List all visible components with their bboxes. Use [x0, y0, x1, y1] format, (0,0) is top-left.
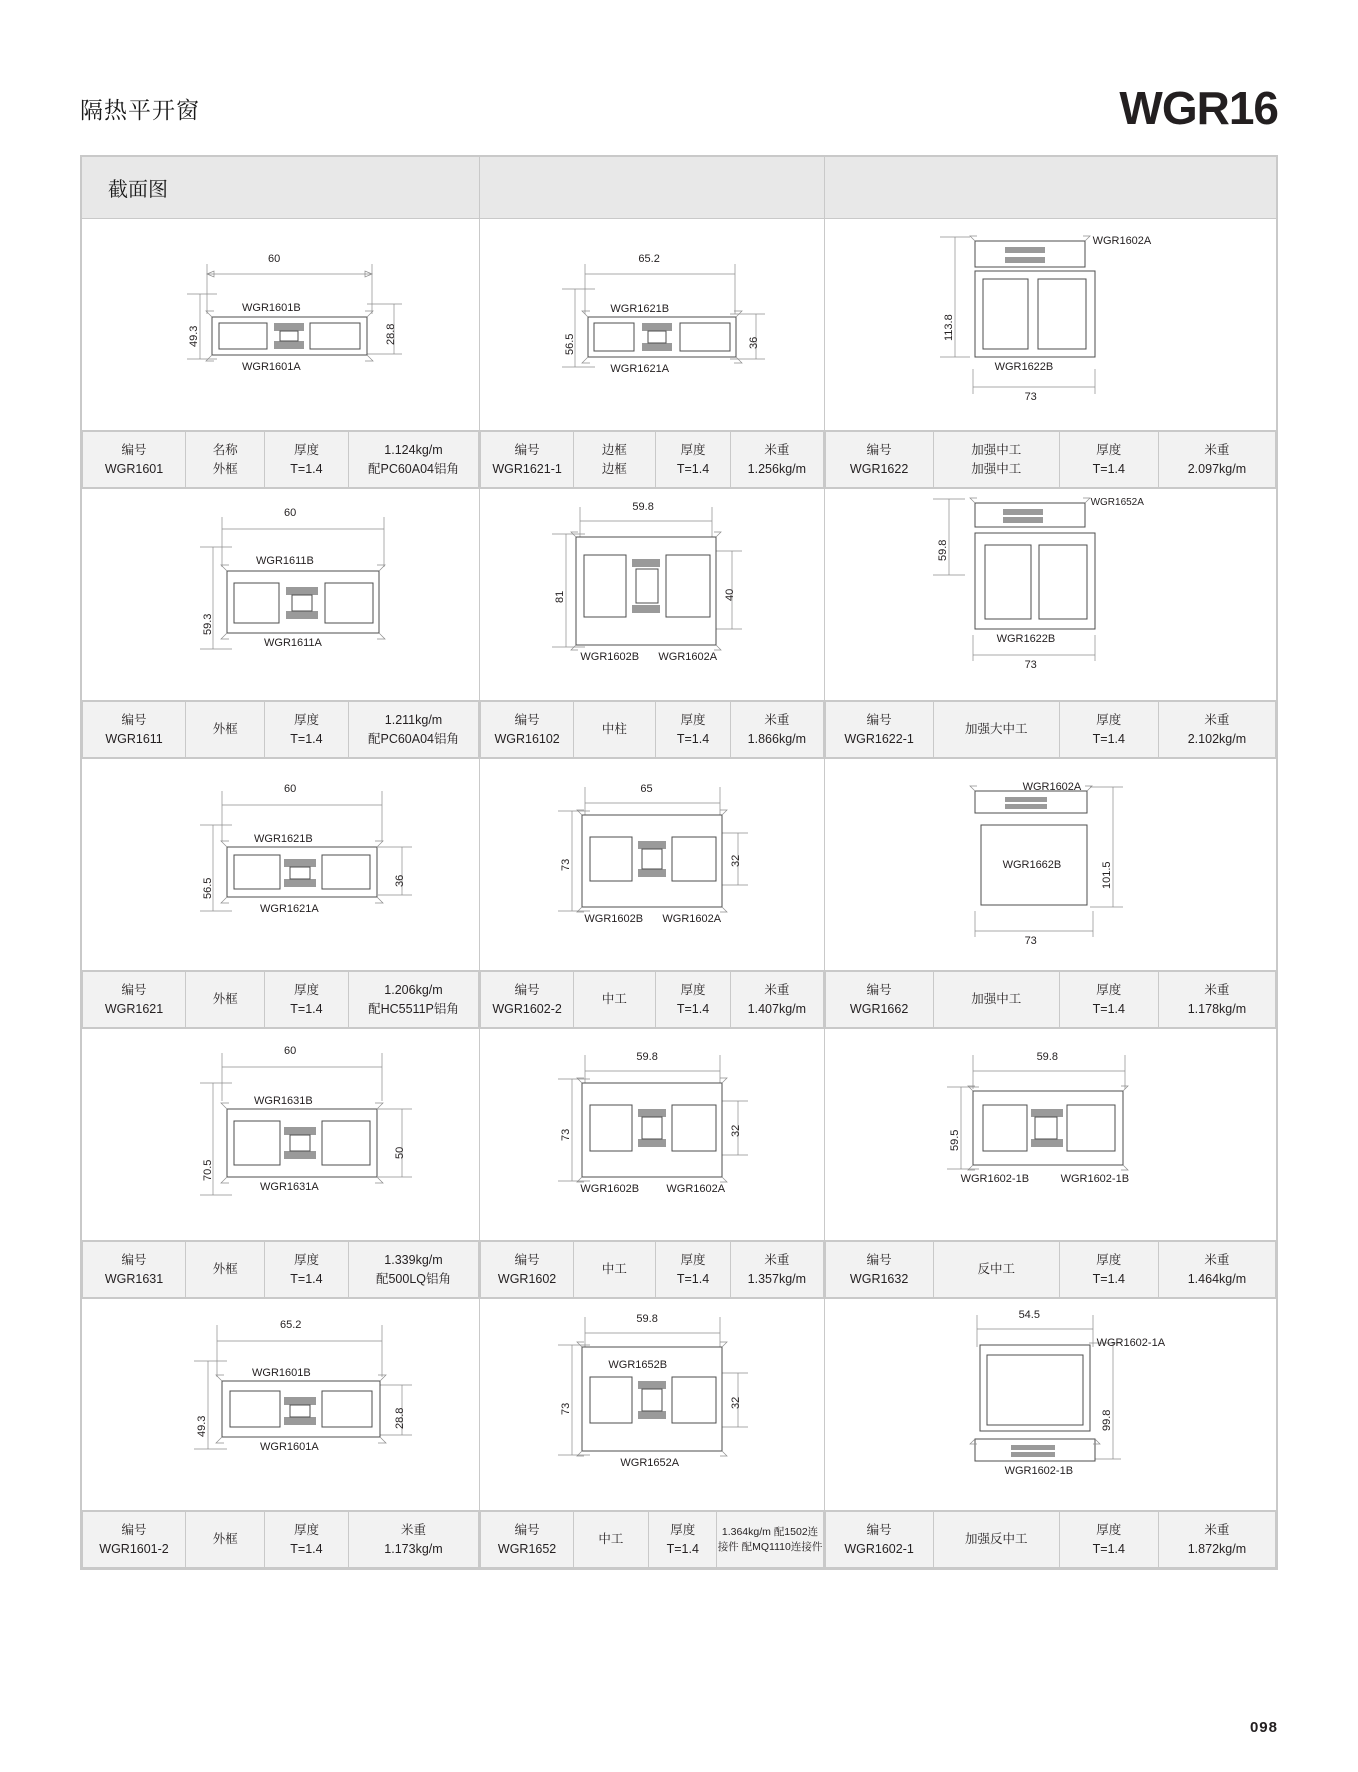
- spec-code: 编号 WGR1602-1: [825, 1512, 933, 1568]
- spec-code: 编号 WGR1602-2: [481, 972, 573, 1028]
- spec-row: [82, 431, 1277, 489]
- dim-left: 81: [554, 590, 567, 603]
- dim-right: 50: [394, 1146, 406, 1159]
- part-label-bottom: WGR1602-1B: [1004, 1465, 1074, 1477]
- part-label-top: WGR1621B: [254, 833, 313, 845]
- spec-name: 外框: [186, 972, 265, 1028]
- figure-cell: [82, 489, 480, 701]
- dim-left: 73: [560, 1128, 573, 1141]
- dim-top: 60: [284, 1045, 297, 1057]
- spec-name: 加强中工: [933, 972, 1059, 1028]
- dim-left: 49.3: [196, 1415, 208, 1437]
- spec-thickness: 厚度 T=1.4: [265, 702, 348, 758]
- spec-cell: [480, 971, 824, 1029]
- spec-thickness: 厚度 T=1.4: [1059, 432, 1158, 488]
- table-row: [82, 1299, 1277, 1511]
- spec-value-weight: 配PC60A04铝角: [367, 461, 459, 476]
- dim-right: 32: [730, 1396, 743, 1409]
- page-title: 隔热平开窗: [80, 96, 200, 123]
- spec-cell: [82, 1241, 480, 1299]
- figure-cell: [824, 219, 1276, 431]
- spec-cell: [824, 431, 1276, 489]
- dim-right: 36: [748, 336, 761, 349]
- spec-thickness: 厚度 T=1.4: [655, 702, 730, 758]
- spec-row: [82, 1511, 1277, 1569]
- page-number: 098: [1249, 1719, 1278, 1736]
- series-code: WGR16: [1119, 82, 1278, 134]
- spec-value-name: 外框: [212, 461, 238, 476]
- sections-table: [81, 156, 1277, 1569]
- part-label-bottom: WGR1601A: [260, 1441, 319, 1453]
- spec-name: 加强中工 加强中工: [933, 432, 1059, 488]
- spec-weight: 1.364kg/m 配1502连接件 配MQ1110连接件: [717, 1512, 823, 1568]
- dim-top: 60: [268, 253, 281, 265]
- figure-cell: [82, 1029, 480, 1241]
- table-row: [82, 759, 1277, 971]
- spec-weight: 1.339kg/m 配500LQ铝角: [348, 1242, 479, 1298]
- part-label-right: WGR1602A: [662, 913, 722, 925]
- spec-row: [82, 701, 1277, 759]
- spec-code: [83, 432, 186, 488]
- part-label-top: WGR1652A: [1090, 497, 1144, 508]
- spec-thickness: 厚度 T=1.4: [655, 432, 730, 488]
- band-cell-1: [82, 157, 480, 219]
- spec-thickness: 厚度 T=1.4: [655, 1242, 730, 1298]
- dim-bottom: 73: [1024, 659, 1037, 671]
- figure-cell: [82, 219, 480, 431]
- spec-cell: [82, 1511, 480, 1569]
- spec-weight: 米重 1.178kg/m: [1158, 972, 1275, 1028]
- spec-weight: 米重 1.866kg/m: [731, 702, 823, 758]
- spec-thickness: 厚度 T=1.4: [1059, 1512, 1158, 1568]
- part-label-top: WGR1652B: [608, 1359, 668, 1371]
- page-header: [80, 78, 1278, 138]
- dim-top: 59.8: [636, 1313, 658, 1325]
- spec-value-code: WGR1601: [104, 461, 164, 476]
- spec-weight: 米重 1.464kg/m: [1158, 1242, 1275, 1298]
- spec-cell: [82, 971, 480, 1029]
- part-label-bottom: WGR1631A: [260, 1181, 319, 1193]
- dim-left: 73: [560, 1402, 573, 1415]
- spec-header-name: 名称: [212, 443, 238, 458]
- spec-cell: [480, 1241, 824, 1299]
- spec-name: 外框: [186, 1242, 265, 1298]
- band-row: [82, 157, 1277, 219]
- dim-left: 56.5: [202, 877, 214, 899]
- dim-bottom: 73: [1024, 391, 1037, 403]
- part-label-right: WGR1602A: [666, 1183, 726, 1195]
- dim-left: 113.8: [942, 314, 955, 341]
- spec-name: 中工: [573, 972, 655, 1028]
- spec-name: 边框 边框: [573, 432, 655, 488]
- table-row: [82, 1029, 1277, 1241]
- spec-thickness: 厚度 T=1.4: [265, 972, 348, 1028]
- spec-thickness: 厚度 T=1.4: [265, 1512, 348, 1568]
- dim-top: 65.2: [280, 1319, 302, 1331]
- spec-thickness: 厚度 T=1.4: [649, 1512, 717, 1568]
- figure-cell: [824, 1029, 1276, 1241]
- figure-cell: [480, 1029, 824, 1241]
- spec-weight: 米重 2.102kg/m: [1158, 702, 1275, 758]
- part-label-top: WGR1631B: [254, 1095, 313, 1107]
- part-label-bottom: WGR1622B: [996, 633, 1056, 645]
- spec-cell: [480, 431, 824, 489]
- spec-weight: 米重 1.256kg/m: [731, 432, 823, 488]
- spec-row: [82, 1241, 1277, 1299]
- figure-cell: [824, 759, 1276, 971]
- spec-code: 编号 WGR1662: [825, 972, 933, 1028]
- part-label-left: WGR1602-1B: [960, 1173, 1030, 1185]
- dim-right: 99.8: [1100, 1409, 1113, 1431]
- section-label: 截面图: [108, 179, 168, 201]
- spec-code: 编号 WGR16102: [481, 702, 573, 758]
- table-row: [82, 489, 1277, 701]
- spec-code: 编号 WGR1621: [83, 972, 186, 1028]
- spec-cell: [824, 971, 1276, 1029]
- dim-left: 56.5: [564, 333, 577, 355]
- figure-cell: [480, 219, 824, 431]
- spec-name: 加强大中工: [933, 702, 1059, 758]
- spec-cell: [82, 701, 480, 759]
- dim-top: 59.8: [632, 501, 654, 513]
- spec-cell: [824, 1511, 1276, 1569]
- spec-cell: [824, 1241, 1276, 1299]
- part-label-left: WGR1602B: [580, 651, 640, 663]
- dim-left: 59.8: [936, 539, 949, 561]
- band-cell-2: [480, 157, 824, 219]
- part-label-top: WGR1601B: [242, 302, 301, 314]
- part-label-left: WGR1602B: [580, 1183, 640, 1195]
- spec-name: 外框: [186, 702, 265, 758]
- spec-code: 编号 WGR1602: [481, 1242, 573, 1298]
- table-row: [82, 219, 1277, 431]
- part-label-bottom: WGR1652A: [620, 1457, 680, 1469]
- spec-weight: [348, 432, 479, 488]
- spec-thickness: 厚度 T=1.4: [1059, 972, 1158, 1028]
- spec-thickness: 厚度 T=1.4: [1059, 702, 1158, 758]
- part-label-right: WGR1602-1B: [1060, 1173, 1130, 1185]
- spec-code: 编号 WGR1631: [83, 1242, 186, 1298]
- dim-right: 28.8: [394, 1407, 406, 1429]
- spec-thickness: 厚度 T=1.4: [655, 972, 730, 1028]
- figure-cell: [480, 1299, 824, 1511]
- spec-thickness: 厚度 T=1.4: [265, 1242, 348, 1298]
- dim-top: 59.8: [1036, 1051, 1058, 1063]
- figure-cell: [82, 759, 480, 971]
- part-label-top: WGR1601B: [252, 1367, 311, 1379]
- part-label-bottom: WGR1611A: [264, 637, 322, 649]
- part-label-top: WGR1602A: [1022, 781, 1082, 793]
- dim-left: 59.5: [948, 1129, 961, 1151]
- dim-right: 101.5: [1100, 861, 1113, 889]
- dim-top: 60: [284, 507, 297, 519]
- spec-weight: 1.211kg/m 配PC60A04铝角: [348, 702, 479, 758]
- spec-weight: 米重 1.357kg/m: [731, 1242, 823, 1298]
- spec-header-thickness: 厚度: [293, 443, 319, 458]
- spec-row: [82, 971, 1277, 1029]
- dim-top: 60: [284, 783, 297, 795]
- spec-code: 编号 WGR1632: [825, 1242, 933, 1298]
- spec-weight: 米重 1.407kg/m: [731, 972, 823, 1028]
- dim-right: 40: [724, 588, 737, 601]
- spec-code: 编号 WGR1601-2: [83, 1512, 186, 1568]
- part-label-bottom: WGR1662B: [1002, 859, 1062, 871]
- spec-cell: [480, 701, 824, 759]
- spec-name: 中柱: [573, 702, 655, 758]
- spec-name: 中工: [573, 1512, 648, 1568]
- dim-left: 49.3: [188, 325, 200, 347]
- dim-right: 28.8: [385, 323, 397, 345]
- spec-header-code: 编号: [121, 443, 147, 458]
- dim-right: 32: [730, 854, 743, 867]
- dim-left: 59.3: [202, 613, 214, 635]
- spec-code: 编号 WGR1622-1: [825, 702, 933, 758]
- part-label-bottom: WGR1601A: [242, 361, 301, 373]
- spec-name: 外框: [186, 1512, 265, 1568]
- dim-left: 73: [560, 858, 573, 871]
- dim-bottom: 73: [1024, 935, 1037, 947]
- spec-weight: 1.206kg/m 配HC5511P铝角: [348, 972, 479, 1028]
- spec-name: [186, 432, 265, 488]
- spec-thickness: [265, 432, 348, 488]
- sections-sheet: [80, 155, 1278, 1570]
- dim-top: 65.2: [638, 253, 660, 265]
- spec-weight: 米重 1.173kg/m: [348, 1512, 479, 1568]
- part-label-top: WGR1602-1A: [1096, 1337, 1166, 1349]
- spec-name: 加强反中工: [933, 1512, 1059, 1568]
- part-label-left: WGR1602B: [584, 913, 644, 925]
- dim-top: 65: [640, 783, 653, 795]
- part-label-bottom: WGR1622B: [994, 361, 1054, 373]
- spec-code: 编号 WGR1622: [825, 432, 933, 488]
- part-label-top: WGR1611B: [256, 555, 314, 567]
- figure-cell: [480, 759, 824, 971]
- figure-cell: [82, 1299, 480, 1511]
- dim-right: 36: [394, 874, 406, 887]
- dim-top: 54.5: [1018, 1309, 1040, 1321]
- part-label-top: WGR1602A: [1092, 235, 1152, 247]
- dim-left: 70.5: [202, 1159, 214, 1181]
- spec-weight: 米重 1.872kg/m: [1158, 1512, 1275, 1568]
- spec-name: 反中工: [933, 1242, 1059, 1298]
- part-label-top: WGR1621B: [610, 303, 670, 315]
- spec-code: 编号 WGR1652: [481, 1512, 573, 1568]
- spec-value-thickness: T=1.4: [290, 461, 323, 476]
- spec-header-weight: 1.124kg/m: [384, 443, 443, 458]
- spec-weight: 米重 2.097kg/m: [1158, 432, 1275, 488]
- figure-cell: [824, 1299, 1276, 1511]
- spec-code: 编号 WGR1621-1: [481, 432, 573, 488]
- spec-code: 编号 WGR1611: [83, 702, 186, 758]
- spec-cell: [824, 701, 1276, 759]
- dim-top: 59.8: [636, 1051, 658, 1063]
- band-cell-3: [824, 157, 1276, 219]
- spec-name: 中工: [573, 1242, 655, 1298]
- spec-cell: [480, 1511, 824, 1569]
- spec-cell: [82, 431, 480, 489]
- part-label-bottom: WGR1621A: [610, 363, 670, 375]
- figure-cell: [824, 489, 1276, 701]
- part-label-right: WGR1602A: [658, 651, 718, 663]
- figure-cell: [480, 489, 824, 701]
- spec-thickness: 厚度 T=1.4: [1059, 1242, 1158, 1298]
- part-label-bottom: WGR1621A: [260, 903, 319, 915]
- dim-right: 32: [730, 1124, 743, 1137]
